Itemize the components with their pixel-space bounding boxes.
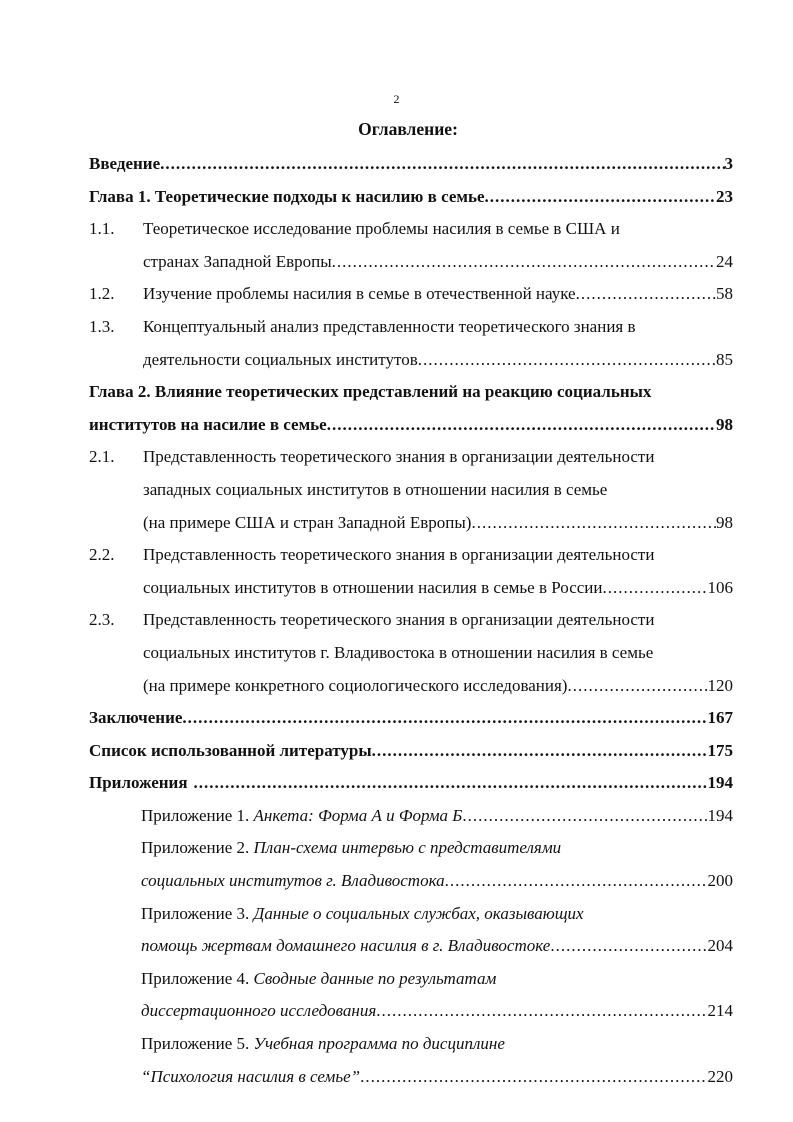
section-number: 1.1. (89, 219, 115, 239)
toc-entry-appendix-4-cont[interactable] (89, 995, 733, 1028)
page-number: 2 (393, 92, 400, 106)
appendix-prefix: Приложение 4. (141, 968, 254, 988)
toc-entry-literature[interactable] (89, 735, 733, 768)
toc-entry-2-2[interactable] (89, 539, 733, 572)
toc-page: 194 (707, 773, 733, 793)
toc-entry-chapter-2-cont[interactable] (89, 409, 733, 442)
section-number: 2.2. (89, 545, 115, 565)
toc-entry-chapter-2[interactable] (89, 376, 733, 409)
toc-page: 23 (716, 186, 733, 206)
toc-entry-2-1-cont[interactable] (89, 474, 733, 507)
toc-label: Список использованной литературы (89, 740, 372, 760)
dot-leader (462, 800, 707, 833)
toc-page: 106 (707, 577, 733, 597)
toc-entry-2-1[interactable] (89, 441, 733, 474)
appendix-prefix: Приложение 5. (141, 1034, 254, 1054)
appendix-title: Анкета: Форма А и Форма Б (253, 805, 463, 825)
toc-page: 98 (716, 414, 733, 434)
section-number: 2.3. (89, 610, 115, 630)
toc-entry-2-3-cont-2[interactable] (89, 670, 733, 703)
toc-entry-2-1-cont-2[interactable] (89, 507, 733, 540)
dot-leader (360, 1061, 707, 1094)
toc-page: 175 (707, 740, 733, 760)
toc-entry-1-2[interactable] (89, 278, 733, 311)
appendix-title-line-2: помощь жертвам домашнего насилия в г. Владивостоке (141, 936, 551, 956)
toc-label-line-2: социальных институтов в отношении насилия в семье в России (143, 577, 603, 597)
dot-leader (194, 767, 708, 800)
toc-label: Глава 1. Теоретические подходы к насилию в семье (89, 186, 485, 206)
toc-label-line-1: Концептуальный анализ представленности теоретического знания в (143, 316, 636, 336)
toc-entry-2-2-cont[interactable] (89, 572, 733, 605)
toc-label-line-1: Представленность теоретического знания в организации деятельности (143, 545, 655, 565)
page-title: Оглавление: (358, 119, 458, 139)
toc-page: 24 (716, 251, 733, 271)
section-number: 1.3. (89, 316, 115, 336)
dot-leader (376, 995, 707, 1028)
dot-leader (160, 148, 724, 181)
section-number: 1.2. (89, 284, 115, 304)
toc-page: 204 (707, 936, 733, 956)
toc-label: Введение (89, 154, 161, 173)
toc-entry-1-3-cont[interactable] (89, 344, 733, 377)
dot-leader (567, 670, 707, 703)
dot-leader (576, 278, 716, 311)
appendix-title-line-1: План-схема интервью с представителями (253, 838, 562, 858)
toc-entry-appendix-2-cont[interactable] (89, 865, 733, 898)
toc-label-line-2: социальных институтов г. Владивостока в отношении насилия в семье (143, 642, 654, 662)
toc-label-line-2: институтов на насилие в семье (89, 414, 327, 434)
dot-leader (372, 735, 708, 768)
toc-label: Приложения (89, 773, 188, 793)
toc-label-line-3: (на примере США и стран Западной Европы) (143, 512, 472, 532)
toc-entry-appendix-4[interactable] (89, 963, 733, 996)
toc-label-line-3: (на примере конкретного социологического исследования) (143, 675, 568, 695)
toc-entry-appendix-3[interactable] (89, 898, 733, 931)
toc-page: 98 (716, 512, 733, 532)
appendix-title-line-2: “Психология насилия в семье” (141, 1066, 361, 1086)
toc-label-line-2: деятельности социальных институтов (143, 349, 418, 369)
toc-entry-intro[interactable] (89, 148, 733, 181)
dot-leader (485, 181, 716, 214)
appendix-title-line-2: социальных институтов г. Владивостока (141, 871, 445, 891)
appendix-title-line-1: Данные о социальных службах, оказывающих (253, 903, 584, 923)
toc-label-line-1: Теоретическое исследование проблемы насилия в семье в США и (143, 219, 620, 239)
dot-leader (327, 409, 716, 442)
dot-leader (603, 572, 708, 605)
dot-leader (332, 246, 716, 279)
section-number: 2.1. (89, 447, 115, 467)
toc-entry-1-1[interactable] (89, 213, 733, 246)
toc-entry-1-1-cont[interactable] (89, 246, 733, 279)
toc-entry-appendices[interactable] (89, 767, 733, 800)
toc-entry-conclusion[interactable] (89, 702, 733, 735)
dot-leader (471, 507, 716, 540)
toc-entry-1-3[interactable] (89, 311, 733, 344)
appendix-title-line-2: диссертационного исследования (141, 1001, 377, 1021)
appendix-title-line-1: Учебная программа по дисциплине (253, 1034, 505, 1054)
toc-label-line-1: Глава 2. Влияние теоретических представлений на реакцию социальных (89, 382, 652, 402)
toc-entry-appendix-5-cont[interactable] (89, 1061, 733, 1094)
toc-label: Заключение (89, 708, 183, 728)
appendix-prefix: Приложение 2. (141, 838, 254, 858)
toc-entry-chapter-1[interactable] (89, 181, 733, 214)
dot-leader (182, 702, 707, 735)
toc-page: 214 (707, 1001, 733, 1021)
dot-leader (550, 930, 707, 963)
toc-label-line-2: западных социальных институтов в отношении насилия в семье (143, 479, 608, 499)
dot-leader (418, 344, 716, 377)
table-of-contents (89, 148, 733, 1093)
appendix-title-line-1: Сводные данные по результатам (253, 968, 497, 988)
toc-page: 58 (716, 284, 733, 304)
toc-page: 220 (707, 1066, 733, 1086)
appendix-prefix: Приложение 1. (141, 805, 254, 825)
toc-entry-appendix-3-cont[interactable] (89, 930, 733, 963)
toc-page: 167 (707, 708, 733, 728)
toc-label: Изучение проблемы насилия в семье в отечественной науке (143, 284, 576, 304)
dot-leader (445, 865, 708, 898)
toc-entry-appendix-1[interactable] (89, 800, 733, 833)
toc-entry-2-3[interactable] (89, 604, 733, 637)
toc-label-line-2: странах Западной Европы (143, 251, 332, 271)
toc-page: 120 (707, 675, 733, 695)
toc-page: 85 (716, 349, 733, 369)
toc-label-line-1: Представленность теоретического знания в организации деятельности (143, 447, 655, 467)
toc-entry-appendix-2[interactable] (89, 832, 733, 865)
toc-page: 200 (707, 871, 733, 891)
toc-entry-appendix-5[interactable] (89, 1028, 733, 1061)
toc-entry-2-3-cont[interactable] (89, 637, 733, 670)
toc-page: 194 (707, 805, 733, 825)
toc-label-line-1: Представленность теоретического знания в организации деятельности (143, 610, 655, 630)
toc-page: 3 (724, 154, 733, 173)
appendix-prefix: Приложение 3. (141, 903, 254, 923)
